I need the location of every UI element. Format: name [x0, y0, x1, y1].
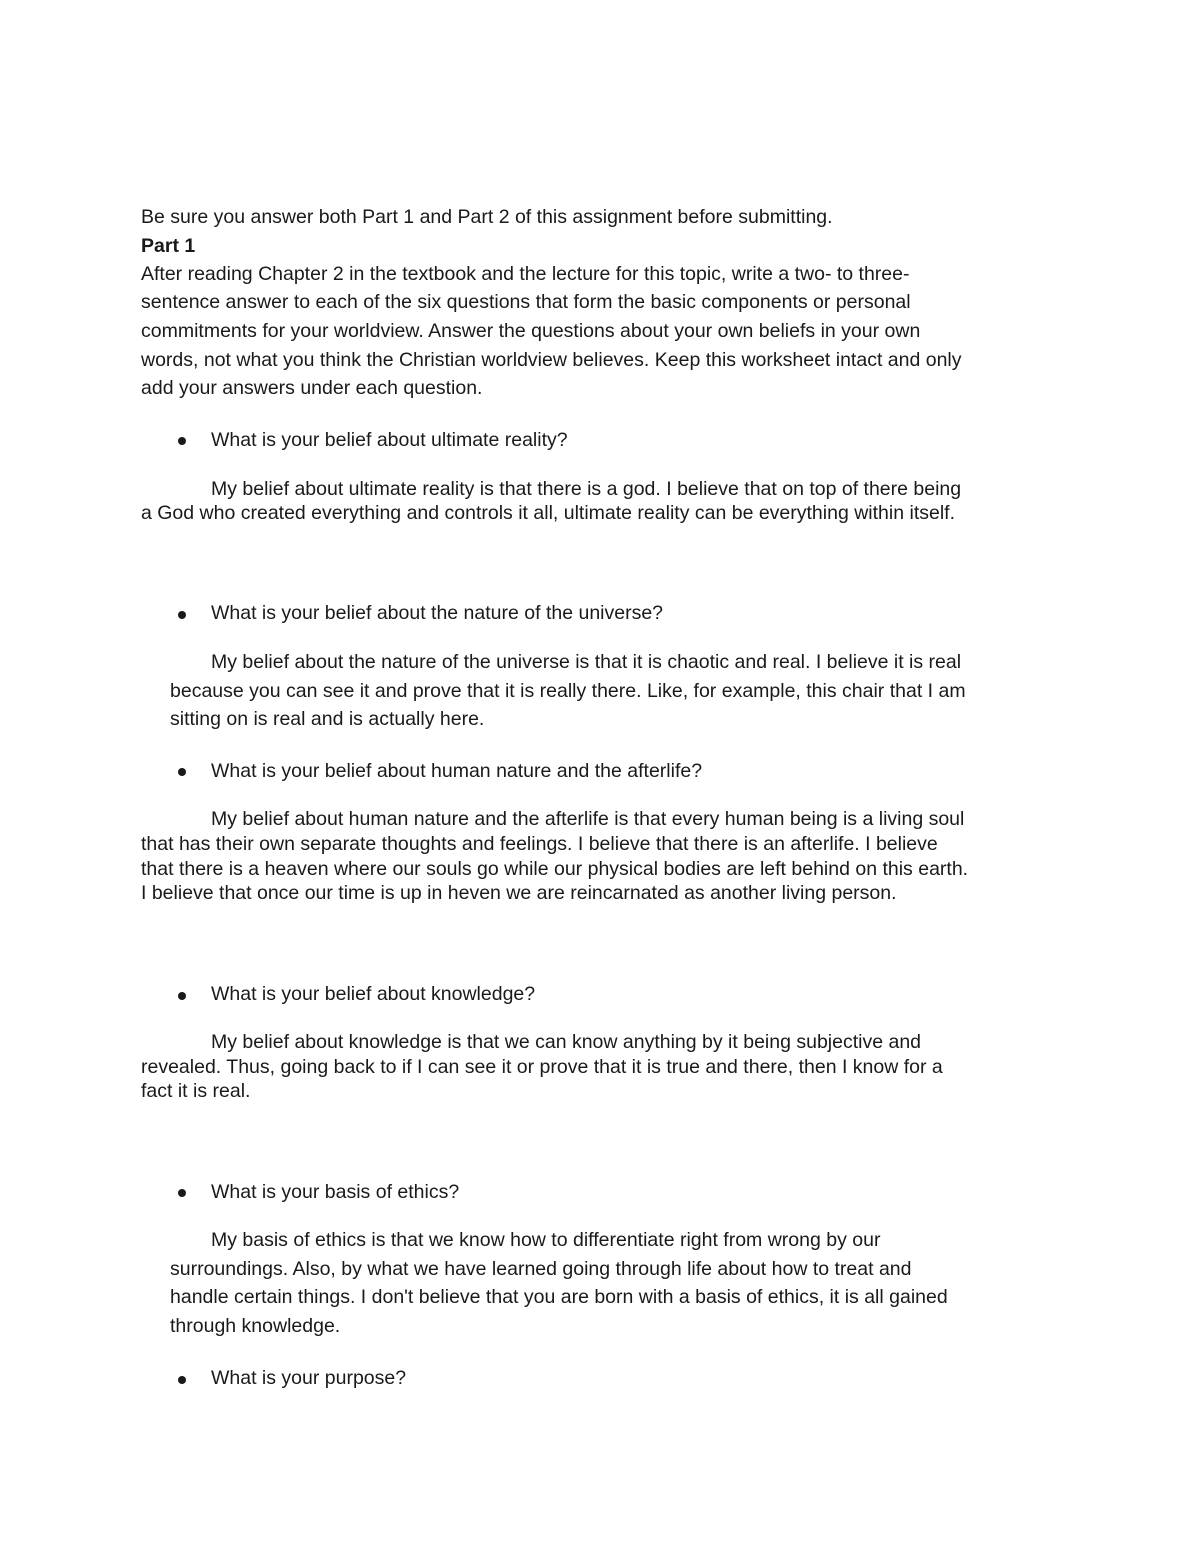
answer-line: surroundings. Also, by what we have learned going through life about how to treat and	[170, 1258, 912, 1280]
answer-line: My basis of ethics is that we know how to differentiate right from wrong by our	[211, 1229, 881, 1251]
answer-line: that there is a heaven where our souls go while our physical bodies are left behind on this earth.	[141, 858, 969, 880]
answer-line: revealed. Thus, going back to if I can see it or prove that it is true and there, then I know for a	[141, 1056, 943, 1078]
answer-line: My belief about knowledge is that we can know anything by it being subjective and	[211, 1031, 922, 1053]
intro-text: Be sure you answer both Part 1 and Part 2 of this assignment before submitting.	[141, 206, 833, 228]
answer-line: fact it is real.	[141, 1080, 251, 1102]
answer-line: My belief about ultimate reality is that there is a god. I believe that on top of there being	[211, 478, 962, 500]
bullet-icon	[178, 1189, 186, 1197]
answer-line: My belief about human nature and the afterlife is that every human being is a living soul	[211, 808, 965, 830]
instructions-line: words, not what you think the Christian worldview believes. Keep this worksheet intact and only	[141, 349, 962, 371]
question-basis-of-ethics: What is your basis of ethics?	[211, 1181, 460, 1203]
question-human-nature-afterlife: What is your belief about human nature and the afterlife?	[211, 760, 703, 782]
instructions-line: add your answers under each question.	[141, 377, 483, 399]
answer-line: My belief about the nature of the universe is that it is chaotic and real. I believe it is real	[211, 651, 962, 673]
part-heading: Part 1	[141, 235, 196, 257]
question-knowledge: What is your belief about knowledge?	[211, 983, 536, 1005]
answer-line: through knowledge.	[170, 1315, 341, 1337]
answer-line: sitting on is real and is actually here.	[170, 708, 485, 730]
question-purpose: What is your purpose?	[211, 1367, 407, 1389]
answer-line: handle certain things. I don't believe that you are born with a basis of ethics, it is all gained	[170, 1286, 948, 1308]
bullet-icon	[178, 992, 186, 1000]
instructions-line: sentence answer to each of the six questions that form the basic components or personal	[141, 291, 911, 313]
answer-line: a God who created everything and controls it all, ultimate reality can be everything within itself.	[141, 502, 956, 524]
question-nature-of-universe: What is your belief about the nature of the universe?	[211, 602, 664, 624]
answer-line: that has their own separate thoughts and feelings. I believe that there is an afterlife. I believe	[141, 833, 938, 855]
bullet-icon	[178, 1376, 186, 1384]
bullet-icon	[178, 437, 186, 445]
question-ultimate-reality: What is your belief about ultimate reality?	[211, 429, 568, 451]
instructions-line: commitments for your worldview. Answer the questions about your own beliefs in your own	[141, 320, 921, 342]
instructions-line: After reading Chapter 2 in the textbook and the lecture for this topic, write a two- to three-	[141, 263, 910, 285]
answer-line: I believe that once our time is up in heven we are reincarnated as another living person.	[141, 882, 897, 904]
bullet-icon	[178, 768, 186, 776]
answer-line: because you can see it and prove that it is really there. Like, for example, this chair that I am	[170, 680, 966, 702]
bullet-icon	[178, 611, 186, 619]
